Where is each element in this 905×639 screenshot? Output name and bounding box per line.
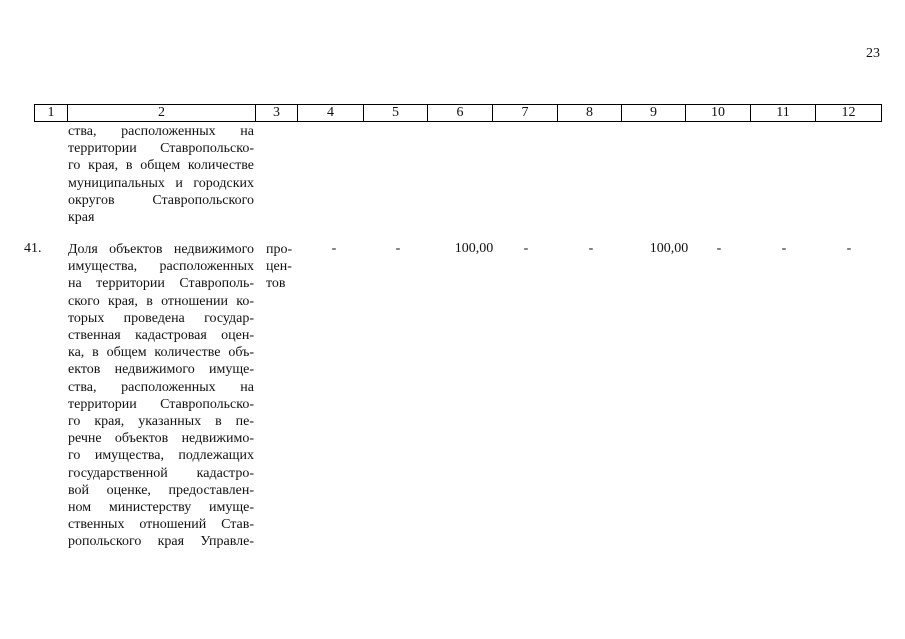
row-41-col-12: - (846, 241, 852, 256)
row-41-number: 41. (24, 241, 42, 256)
text-line: края (68, 210, 95, 226)
page-number: 23 (866, 46, 880, 61)
text-line: ственная кадастровая оцен- (68, 328, 254, 344)
row-41-col-9: 100,00 (649, 241, 689, 256)
text-line: ропольского края Управле- (68, 534, 254, 550)
header-col-9: 9 (622, 105, 686, 121)
text-line: ка, в общем количестве объ- (68, 345, 254, 361)
text-line: государственной кадастро- (68, 465, 254, 481)
header-col-3: 3 (256, 105, 298, 121)
text-line: вой оценке, предоставлен- (68, 482, 254, 498)
header-col-10: 10 (686, 105, 751, 121)
text-line: территории Ставропольско- (68, 396, 254, 412)
text-line: на территории Ставрополь- (68, 276, 254, 292)
header-col-5: 5 (364, 105, 428, 121)
text-line: ном министерству имуще- (68, 500, 254, 516)
text-line: речне объектов недвижимо- (68, 431, 254, 447)
row-41-col-11: - (781, 241, 787, 256)
text-line: ственных отношений Став- (68, 517, 254, 533)
row-41-col-8: - (588, 241, 594, 256)
header-col-11: 11 (751, 105, 816, 121)
table-header-row (34, 104, 882, 122)
text-line: торых проведена государ- (68, 310, 254, 326)
text-line: го имущества, подлежащих (68, 448, 254, 464)
text-line: муниципальных и городских (68, 175, 254, 191)
header-col-7: 7 (493, 105, 558, 121)
row-41-col-6: 100,00 (454, 241, 494, 256)
row-41-col-5: - (395, 241, 401, 256)
unit-line: про- (266, 242, 293, 257)
header-col-1: 1 (35, 105, 68, 121)
continued-row-text (68, 123, 254, 226)
row-41-col-7: - (523, 241, 529, 256)
text-line: ства, расположенных на (68, 379, 254, 395)
row-41-unit (266, 241, 292, 293)
row-41-col-4: - (331, 241, 337, 256)
unit-line: цен- (266, 259, 292, 275)
text-line: ектов недвижимого имуще- (68, 362, 254, 378)
text-line: округов Ставропольского (68, 192, 254, 208)
header-col-12: 12 (841, 105, 856, 120)
row-41-col-10: - (716, 241, 722, 256)
unit-line: тов (266, 276, 286, 292)
text-line: го края, в общем количестве (68, 158, 254, 174)
text-line: ского края, в отношении ко- (68, 293, 254, 309)
header-col-2: 2 (68, 105, 256, 121)
header-col-4: 4 (298, 105, 364, 121)
text-line: ства, расположенных на (68, 124, 254, 139)
header-col-8: 8 (558, 105, 622, 121)
text-line: имущества, расположенных (68, 259, 254, 275)
text-line: го края, указанных в пе- (68, 414, 254, 430)
header-col-6: 6 (428, 105, 493, 121)
text-line: Доля объектов недвижимого (68, 242, 254, 257)
row-41-text (68, 241, 254, 551)
text-line: территории Ставропольско- (68, 141, 254, 157)
